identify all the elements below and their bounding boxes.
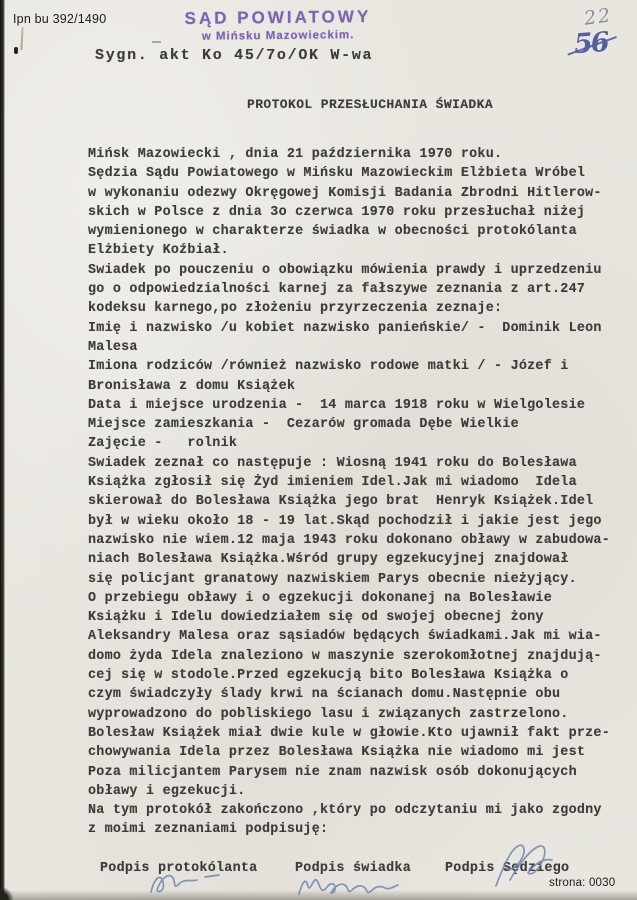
- document-line: Malesa: [88, 339, 138, 355]
- scan-edge-corner: [0, 886, 14, 900]
- witness-signature: [295, 872, 405, 900]
- crease-mark: [20, 27, 23, 50]
- document-line: go o odpowiedzialności karnej za fałszywe zeznania z art.247: [88, 282, 586, 298]
- document-line: Imiona rodziców /również nazwisko rodowe matki / - Józef i: [88, 359, 569, 375]
- archive-reference: Ipn bu 392/1490: [13, 12, 107, 26]
- document-line: niach Bolesława Książka.Wśród grupy egzekucyjnej znajdował: [88, 552, 569, 568]
- document-line: kodeksu karnego,po złożeniu przyrzeczenia zeznaje:: [88, 301, 503, 317]
- handwritten-page-number: 22: [582, 4, 614, 30]
- document-body: [88, 145, 618, 840]
- document-line: Elżbiety Koźbiał.: [88, 243, 229, 259]
- document-line: Mińsk Mazowiecki , dnia 21 października 1970 roku.: [88, 147, 503, 162]
- document-line: Swiadek zeznał co następuje : Wiosną 1941 roku do Bolesława: [88, 455, 577, 471]
- document-line: Poza milicjantem Parysem nie znam nazwisk osób dokonujących: [88, 764, 577, 780]
- document-line: się policjant granatowy nazwiskiem Parys obecnie nieżyjący.: [88, 571, 577, 587]
- page-number-overlay: strona: 0030: [549, 877, 616, 889]
- clerk-signature-label: Podpis protokólanta: [100, 861, 258, 876]
- document-line: Bolesław Książek miał dwie kule w głowie.Kto ujawnił fakt prze-: [88, 725, 610, 741]
- case-reference: Sygn. akt Ko 45/7o/OK W-wa: [95, 47, 374, 64]
- document-line: Swiadek po pouczeniu o obowiązku mówienia prawdy i uprzedzeniu: [88, 262, 602, 278]
- document-line: skich w Polsce z dnia 3o czerwca 1970 roku przesłuchał niżej: [88, 204, 586, 220]
- court-stamp-name: SĄD POWIATOWY: [184, 7, 372, 28]
- document-line: chowywania Idela przez Bolesława Książka nie wiadomo mi jest: [88, 745, 586, 761]
- document-line: skierował do Bolesława Książka jego brat Henryk Książek.Idel: [88, 494, 594, 510]
- document-line: Książku i Idelu dowiedziałem się od swojej obecnej żony: [88, 610, 544, 626]
- document-line: Bronisława z domu Książek: [88, 378, 296, 394]
- document-line: Na tym protokół zakończono ,który po odczytaniu mi jako zgodny: [88, 803, 602, 819]
- stamp-dash-mark: [152, 41, 161, 43]
- document-line: Zajęcie - rolnik: [88, 436, 238, 452]
- ink-blot: [14, 47, 18, 54]
- document-line: z moimi zeznaniami podpisuję:: [88, 822, 329, 838]
- document-line: wyprowadzono do pobliskiego lasu i związanych zastrzelono.: [88, 706, 569, 722]
- document-line: Książka zgłosił się Żyd imieniem Idel.Jak mi wiadomo Idela: [88, 475, 577, 491]
- witness-signature-label: Podpis świadka: [295, 861, 411, 876]
- clerk-signature: [145, 868, 245, 900]
- court-stamp: [168, 7, 388, 43]
- document-line: Data i miejsce urodzenia - 14 marca 1918 roku w Wielgolesie: [88, 397, 586, 413]
- court-stamp-location: w Mińsku Mazowieckim.: [201, 29, 355, 43]
- document-line: Aleksandry Malesa oraz sąsiadów będących świadkami.Jak mi wia-: [88, 629, 602, 645]
- document-line: nazwisko nie wiem.12 maja 1943 roku dokonano obławy w zabudowa-: [88, 532, 610, 548]
- document-line: Miejsce zamieszkania - Cezarów gromada Dębe Wielkie: [88, 417, 519, 433]
- document-line: cej się w stodole.Przed egzekucją bito Bolesława Książka o: [88, 668, 569, 684]
- judge-signature-label: Podpis Sędziego: [445, 861, 570, 876]
- document-line: obławy i egzekucji.: [88, 783, 246, 799]
- document-title: PROTOKOL PRZESŁUCHANIA ŚWIADKA: [247, 97, 494, 112]
- document-line: domo żyda Idela znaleziono w maszynie szerokomłotnej znajdują-: [88, 648, 602, 664]
- document-line: O przebiegu obławy i o egzekucji dokonanej na Bolesławie: [88, 590, 552, 606]
- scan-edge-left: [0, 0, 5, 900]
- document-line: był w wieku około 18 - 19 lat.Skąd pochodził i jakie jest jego: [88, 513, 602, 529]
- document-line: czym świadczyły ślady krwi na ścianach domu.Następnie obu: [88, 687, 561, 703]
- document-line: Sędzia Sądu Powiatowego w Mińsku Mazowieckim Elżbieta Wróbel: [88, 166, 586, 182]
- document-line: Imię i nazwisko /u kobiet nazwisko panieńskie/ - Dominik Leon: [88, 320, 602, 336]
- document-line: w wykonaniu odezwy Okręgowej Komisji Badania Zbrodni Hitlerow-: [88, 185, 602, 201]
- document-line: wymienionego w charakterze świadka w obecności protokólanta: [88, 224, 577, 240]
- handwritten-crossed-number: 56: [572, 26, 609, 61]
